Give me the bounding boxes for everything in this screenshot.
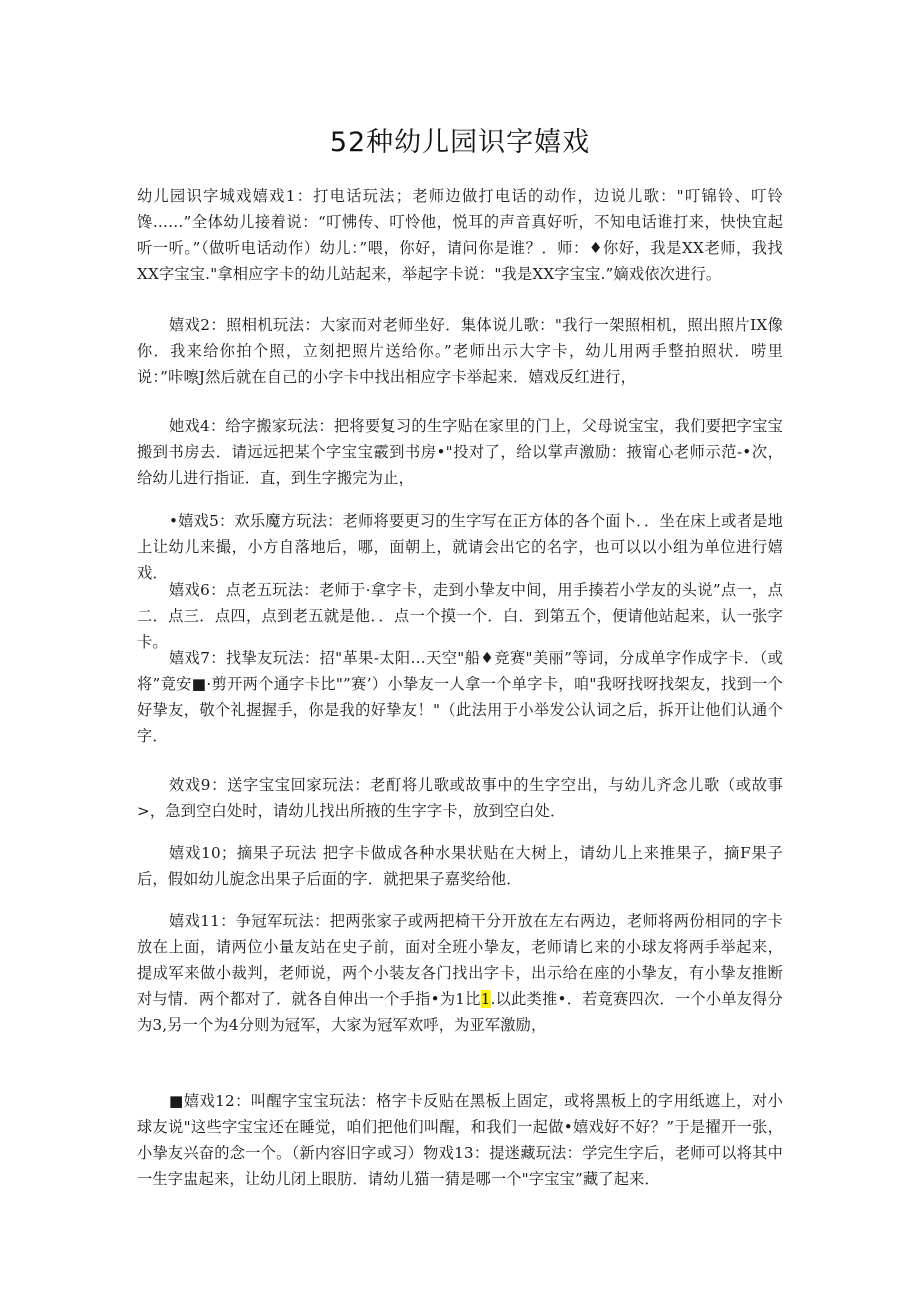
paragraph-game-11-text-a: 嬉戏11：争冠军玩法：把两张家子或两把椅干分开放在左右两边，老师将两份相同的字卡放在上面，请两位小量友站在史子前，面对全班小挚友，老师请匕来的小球友将两手举起来，提成军来做小裁判，老师说，两个小装友各门找出字卡，出示给在座的小挚友，有小挚友推断对与情．两个都对了．就各自伸出一个手指•为1比 — [137, 912, 783, 1008]
paragraph-game-7: 嬉戏7：找挚友玩法：招"革果-太阳…天空"船♦竞赛"美丽”等词，分成单字作成字卡．（或将”竟安■·剪开两个通字卡比"”赛’）小挚友一人拿一个单字卡，咱"我呀找呀找架友，找到一个好挚友，敬个礼握握手，你是我的好挚友！"（此法用于小举发公认词之后，拆开让他们认通个字． — [137, 649, 783, 745]
paragraph-game-4: 她戏4：给字搬家玩法：把将要复习的生字贴在家里的门上，父母说宝宝，我们要把字宝宝搬到书房去．请远远把某个字宝宝霰到书房•"投对了，给以掌声激励：掖甯心老师示范-•次，给幼儿进行指证．直，到生字搬完为止， — [137, 417, 783, 487]
paragraph-game-9: 效戏9：送字宝宝回家玩法：老酊将儿歌或故事中的生字空出，与幼儿齐念儿歌（或故事>，急到空白处时，请幼儿找出所掖的生字字卡，放到空白处． — [137, 776, 783, 820]
highlighted-number: 1 — [480, 990, 491, 1008]
paragraph-game-10: 嬉戏10；摘果子玩法 把字卡做成各种水果状贴在大树上，请幼儿上来推果子，摘F果子后，假如幼儿旎念出果子后面的字．就把果子嘉奖给他． — [137, 844, 783, 888]
paragraph-game-5: •嬉戏5：欢乐魔方玩法：老师将要更习的生字写在正方体的各个面卜．．坐在床上或者是地上让幼儿来撮，小方自落地后，哪，面朝上，就请会出它的名字，也可以以小组为单位进行嬉戏． — [137, 512, 783, 582]
paragraph-game-2: 嬉戏2：照相机玩法：大家而对老师坐好．集体说儿歌："我行一架照相机，照出照片IX像你．我来给你拍个照，立刻把照片送给你。”老师出示大字卡，幼儿用两手整拍照状．唠里说：”咔嚓J然后就在自己的小字卡中找出相应字卡举起来．嬉戏反红进行， — [137, 316, 783, 386]
paragraph-game-1: 幼儿园识字城戏嬉戏1：打电话玩法；老师边做打电话的动作，边说儿歌："叮锦铃、叮铃馋……”全体幼儿接着说：“叮怫传、叮怜他，悦耳的声音真好听，不知电话谁打来，快快宜起听一听。”（做听电话动作）幼儿：”喂，你好，请问你是谁？．师：♦你好，我是XX老师，我找XX字宝宝."拿相应字卡的幼儿站起来，举起字卡说："我是XX字宝宝.”嫡戏依次进行。 — [137, 187, 783, 283]
paragraph-game-12: ■嬉戏12：叫醒字宝宝玩法：格字卡反贴在黑板上固定，或将黑板上的字用纸遮上，对小球友说"这些字宝宝还在睡觉，咱们把他们叫醒，和我们一起做•嬉戏好不好？”于是擢开一张，小挚友兴奋的念一个。（新内容旧字或习）物戏13：提迷藏玩法：学完生字后，老师可以将其中一生字盅起来，让幼儿闭上眼肪．请幼儿猫一猜是哪一个"字宝宝”藏了起来． — [137, 1092, 783, 1188]
document-title: 52种幼儿园识字嬉戏 — [329, 127, 591, 158]
paragraph-game-11 — [137, 908, 783, 1038]
paragraph-game-6: 嬉戏6：点老五玩法：老师于·拿字卡，走到小挚友中间，用手揍若小学友的头说”点一，点二．点三．点四，点到老五就是他．．点一个摸一个．白．到第五个，便请他站起来，认一张字卡。 — [137, 581, 783, 651]
paragraph-game-11-text-b: .以此类推•．若竟赛四次．一个小单友得分为3,另一个为4分则为冠军，大家为冠军欢呼，为亚军激励， — [137, 990, 783, 1034]
